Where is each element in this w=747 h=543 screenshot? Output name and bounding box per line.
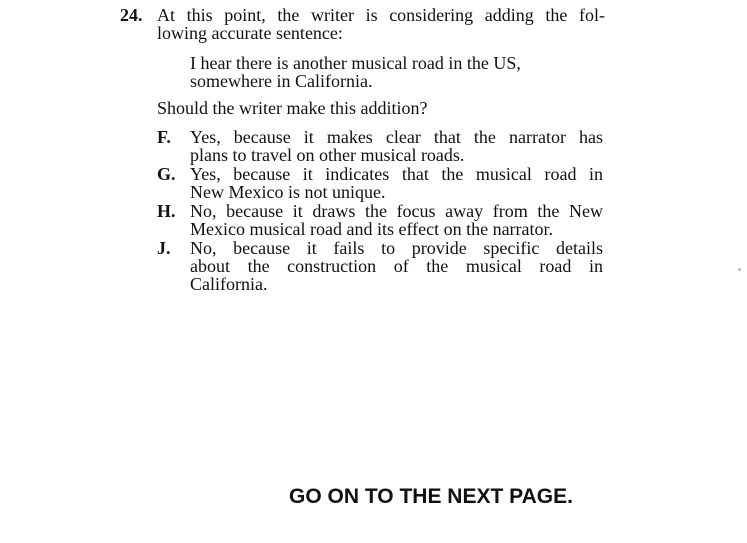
choice-text-line: Yes, because it indicates that the musical road in <box>190 164 603 184</box>
answer-choice-j[interactable] <box>157 239 603 293</box>
proposed-sentence <box>190 54 610 90</box>
proposed-sentence-line: somewhere in California. <box>190 71 373 91</box>
choice-text-line: California. <box>190 274 268 294</box>
choice-letter: J. <box>157 238 171 258</box>
choice-text-line: Mexico musical road and its effect on the narrator. <box>190 219 554 239</box>
answer-choice-g[interactable] <box>157 165 603 201</box>
choice-letter: H. <box>157 201 176 221</box>
answer-choice-f[interactable] <box>157 128 603 164</box>
choice-text <box>190 202 603 238</box>
choice-text <box>190 165 603 201</box>
go-on-next-page-notice: GO ON TO THE NEXT PAGE. <box>289 485 573 508</box>
choice-text-line: Yes, because it makes clear that the narrator has <box>190 127 603 147</box>
choice-letter: G. <box>157 164 176 184</box>
choice-text-line: New Mexico is not unique. <box>190 182 386 202</box>
question-stem-line: lowing accurate sentence: <box>157 23 343 43</box>
scan-speck <box>738 268 741 271</box>
choice-text-line: No, because it draws the focus away from the New <box>190 201 603 221</box>
choice-text <box>190 239 603 293</box>
question-prompt: Should the writer make this addition? <box>157 98 428 118</box>
question-stem <box>157 6 605 42</box>
choice-text-line: No, because it fails to provide specific details <box>190 238 603 258</box>
proposed-sentence-line: I hear there is another musical road in the US, <box>190 53 521 73</box>
choice-text-line: about the construction of the musical road in <box>190 256 603 276</box>
question-number: 24. <box>120 5 143 25</box>
answer-choices <box>157 128 603 294</box>
choice-letter: F. <box>157 127 171 147</box>
choice-text-line: plans to travel on other musical roads. <box>190 145 465 165</box>
choice-text <box>190 128 603 164</box>
question-stem-line: At this point, the writer is considering adding the fol- <box>157 5 605 25</box>
answer-choice-h[interactable] <box>157 202 603 238</box>
